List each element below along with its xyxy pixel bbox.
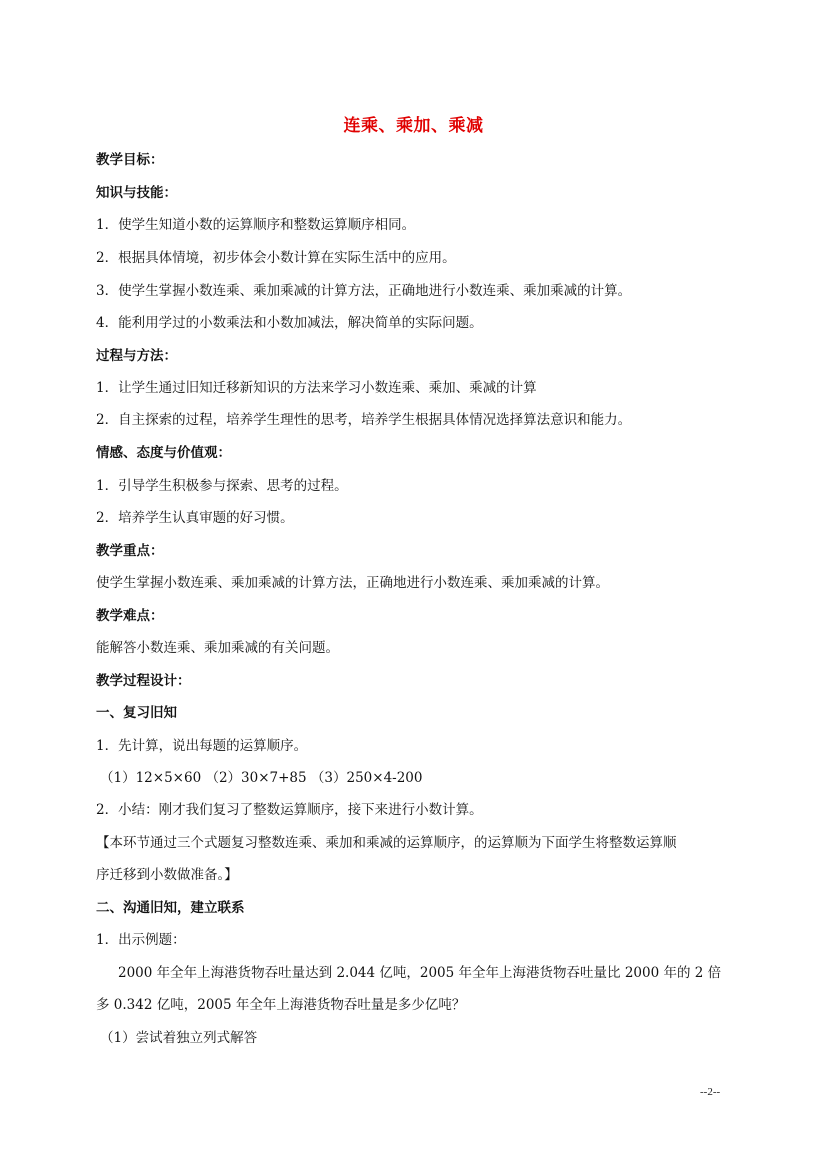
note-paragraph-continued: 序迁移到小数做准备。】 [96,867,238,883]
heading-teaching-goals: 教学目标： [96,152,164,168]
heading-process-methods: 过程与方法： [96,348,177,364]
paragraph: 1．使学生知道小数的运算顺序和整数运算顺序相同。 [96,217,416,233]
paragraph: 1．让学生通过旧知迁移新知识的方法来学习小数连乘、乘加、乘减的计算 [96,380,537,396]
paragraph: 3．使学生掌握小数连乘、乘加乘减的计算方法，正确地进行小数连乘、乘加乘减的计算。 [96,283,632,299]
example-problem-continued: 多 0.342 亿吨，2005 年全年上海港货物吞吐量是多少亿吨？ [96,997,466,1013]
page-title: 连乘、乘加、乘减 [343,116,484,136]
heading-emotion-values: 情感、态度与价值观： [96,445,231,461]
section-heading-review: 一、复习旧知 [96,705,177,721]
section-heading-connect: 二、沟通旧知，建立联系 [96,900,245,916]
heading-difficulties: 教学难点： [96,608,164,624]
paragraph: 2．根据具体情境，初步体会小数计算在实际生活中的应用。 [96,250,456,266]
exercise-list: （1）12×5×60 （2）30×7+85 （3）250×4-200 [100,770,423,786]
example-problem: 2000 年全年上海港货物吞吐量达到 2.044 亿吨，2005 年全年上海港货物吞吐量比 2000 年的 2 倍 [118,965,722,981]
paragraph: 使学生掌握小数连乘、乘加乘减的计算方法，正确地进行小数连乘、乘加乘减的计算。 [96,575,609,591]
paragraph: 能解答小数连乘、乘加乘减的有关问题。 [96,640,339,656]
paragraph: 2．自主探索的过程，培养学生理性的思考，培养学生根据具体情况选择算法意识和能力。 [96,412,632,428]
page-number: --2-- [700,1086,721,1098]
paragraph: 4．能利用学过的小数乘法和小数加减法，解决简单的实际问题。 [96,315,483,331]
paragraph: 1．出示例题： [96,932,186,948]
paragraph: 2．小结：刚才我们复习了整数运算顺序，接下来进行小数计算。 [96,802,483,818]
paragraph: 2．培养学生认真审题的好习惯。 [96,510,294,526]
paragraph: 1．引导学生积极参与探索、思考的过程。 [96,478,348,494]
paragraph: （1）尝试着独立列式解答 [100,1030,258,1046]
heading-process-design: 教学过程设计： [96,673,191,689]
paragraph: 1．先计算，说出每题的运算顺序。 [96,738,308,754]
note-paragraph: 【本环节通过三个式题复习整数连乘、乘加和乘减的运算顺序，的运算顺为下面学生将整数运算顺 [96,835,677,851]
heading-knowledge-skills: 知识与技能： [96,185,177,201]
heading-key-points: 教学重点： [96,543,164,559]
